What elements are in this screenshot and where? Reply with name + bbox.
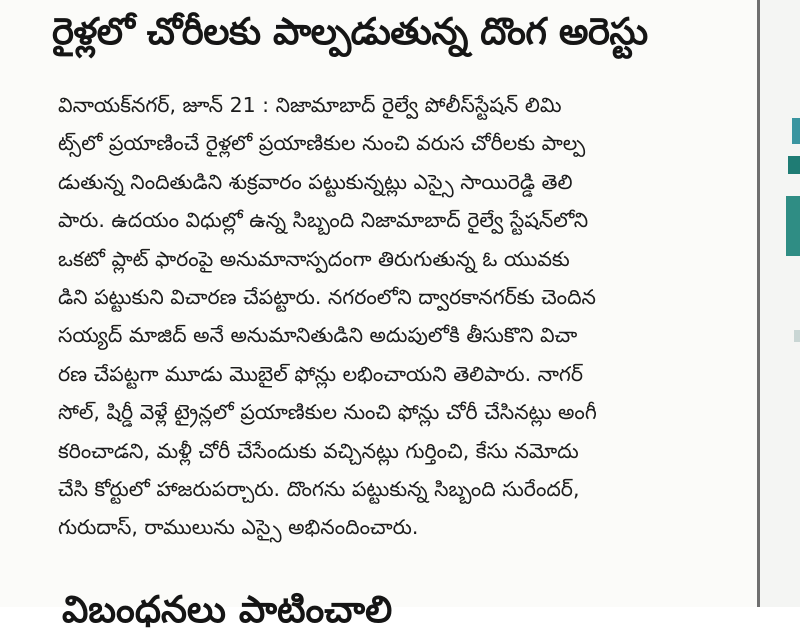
adjacent-photo-fragment bbox=[788, 156, 800, 174]
article-line: కరించాడని, మళ్లీ చోరీ చేసేందుకు వచ్చినట్లు గుర్తించి, కేసు నమోదు bbox=[58, 438, 579, 463]
article-body bbox=[58, 86, 730, 547]
adjacent-photo-fragment bbox=[786, 196, 800, 256]
column-divider bbox=[757, 0, 760, 607]
adjacent-photo-fragment bbox=[792, 118, 800, 144]
article-line: డుతున్న నిందితుడిని శుక్రవారం పట్టుకున్నట్లు ఎస్సై సాయిరెడ్డి తెలి bbox=[58, 169, 573, 194]
article-line: రణ చేపట్టగా మూడు మొబైల్ ఫోన్లు లభించాయని తెలిపారు. నాగర్ bbox=[58, 361, 584, 386]
article-line: సోల్, షిర్డీ వెళ్లే ట్రైన్లలో ప్రయాణికుల నుంచి ఫోన్లు చోరీ చేసినట్లు అంగీ bbox=[58, 400, 597, 425]
article-headline: రైళ్లలో చోరీలకు పాల్పడుతున్న దొంగ అరెస్టు bbox=[52, 10, 648, 53]
article-line: చేసి కోర్టులో హాజరుపర్చారు. దొంగను పట్టుకున్న సిబ్బంది సురేందర్, bbox=[58, 477, 580, 502]
adjacent-photo-fragment bbox=[794, 330, 800, 342]
next-article-headline: విబంధనలు పాటించాలి bbox=[62, 588, 393, 631]
article-line: పారు. ఉదయం విధుల్లో ఉన్న సిబ్బంది నిజామాబాద్ రైల్వే స్టేషన్‌లోని bbox=[58, 208, 589, 233]
article-line: గురుదాస్, రాములును ఎస్సై అభినందించారు. bbox=[58, 515, 419, 540]
article-line: సయ్యద్ మాజిద్ అనే అనుమానితుడిని అదుపులోకి తీసుకొని విచా bbox=[58, 323, 578, 348]
article-line: ఒకటో ప్లాట్ ఫారంపై అనుమానాస్పదంగా తిరుగుతున్న ఓ యువకు bbox=[58, 246, 570, 271]
article-line: వినాయక్‌నగర్, జూన్ 21 : నిజామాబాద్ రైల్వే పోలీస్‌స్టేషన్ లిమి bbox=[58, 93, 562, 117]
adjacent-column bbox=[760, 0, 800, 607]
article-line: ట్స్‌లో ప్రయాణించే రైళ్లలో ప్రయాణికుల నుంచి వరుస చోరీలకు పాల్ప bbox=[58, 131, 586, 156]
article-line: డిని పట్టుకుని విచారణ చేపట్టారు. నగరంలోని ద్వారకానగర్‌కు చెందిన bbox=[58, 285, 596, 310]
